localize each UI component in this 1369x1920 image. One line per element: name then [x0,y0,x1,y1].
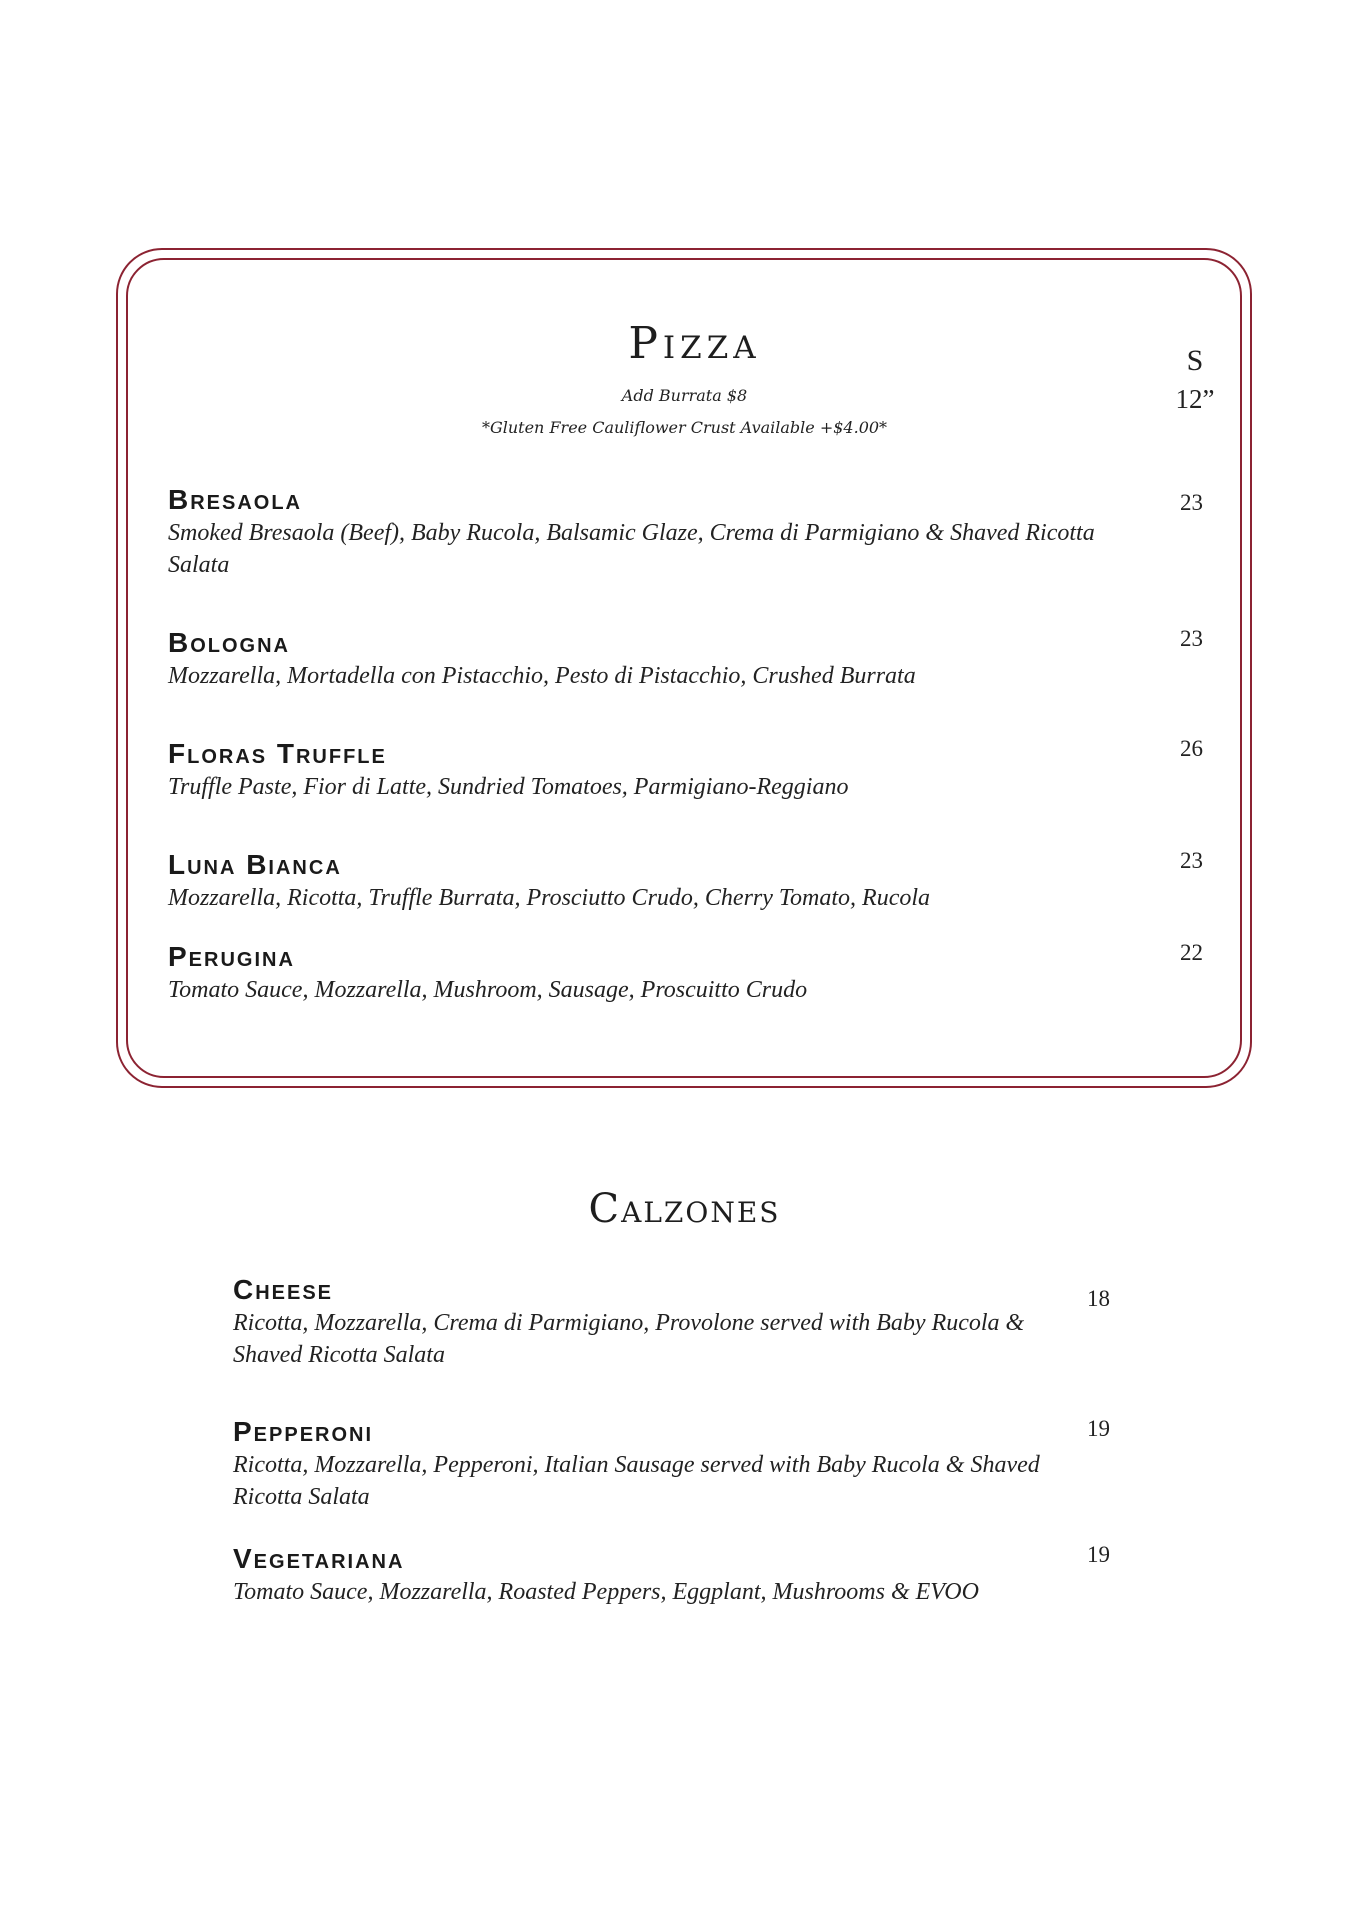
menu-item-bologna [168,628,1143,692]
menu-item-pepperoni [233,1417,1063,1513]
calzones-section-title: Calzones [588,1186,781,1232]
pizza-section-title: Pizza [628,318,761,369]
menu-item-bresaola [168,485,1143,581]
menu-item-description: Truffle Paste, Fior di Latte, Sundried Tomatoes, Parmigiano-Reggiano [168,774,849,800]
menu-item-price: 22 [1180,940,1203,965]
menu-item-price: 19 [1087,1416,1110,1441]
menu-item-vegetariana [233,1544,1063,1608]
size-label: S [1186,344,1204,377]
menu-item-name: Luna Bianca [168,849,342,880]
add-burrata-note: Add Burrata $8 [621,386,748,405]
menu-item-luna-bianca [168,850,1143,914]
menu-item-description: Smoked Bresaola (Beef), Baby Rucola, Balsamic Glaze, Crema di Parmigiano & Shaved Ricotta Salata [168,520,1095,578]
menu-item-name: Vegetariana [233,1543,405,1574]
menu-item-name: Cheese [233,1274,334,1305]
menu-item-price: 18 [1087,1286,1110,1311]
menu-item-description: Mozzarella, Mortadella con Pistacchio, Pesto di Pistacchio, Crushed Burrata [168,663,916,689]
menu-item-price: 19 [1087,1542,1110,1567]
menu-item-price: 23 [1180,626,1203,651]
menu-item-price: 23 [1180,848,1203,873]
menu-item-name: Bresaola [168,484,303,515]
menu-item-description: Tomato Sauce, Mozzarella, Mushroom, Sausage, Proscuitto Crudo [168,977,808,1003]
gluten-free-note: *Gluten Free Cauliflower Crust Available +$4.00* [481,418,888,437]
size-inches: 12” [1175,384,1215,414]
menu-item-name: Floras Truffle [168,738,387,769]
menu-item-name: Bologna [168,627,290,658]
menu-item-description: Ricotta, Mozzarella, Pepperoni, Italian Sausage served with Baby Rucola & Shaved Ricotta Salata [233,1452,1040,1510]
menu-item-price: 23 [1180,490,1203,515]
menu-item-description: Ricotta, Mozzarella, Crema di Parmigiano, Provolone served with Baby Rucola & Shaved Ricotta Salata [233,1310,1025,1368]
menu-item-name: Perugina [168,941,295,972]
menu-item-perugina [168,942,1143,1006]
menu-item-cheese [233,1275,1063,1371]
menu-item-floras-truffle [168,739,1143,803]
menu-item-name: Pepperoni [233,1416,374,1447]
menu-item-price: 26 [1180,736,1203,761]
menu-item-description: Mozzarella, Ricotta, Truffle Burrata, Prosciutto Crudo, Cherry Tomato, Rucola [168,885,931,911]
menu-item-description: Tomato Sauce, Mozzarella, Roasted Peppers, Eggplant, Mushrooms & EVOO [233,1579,979,1605]
